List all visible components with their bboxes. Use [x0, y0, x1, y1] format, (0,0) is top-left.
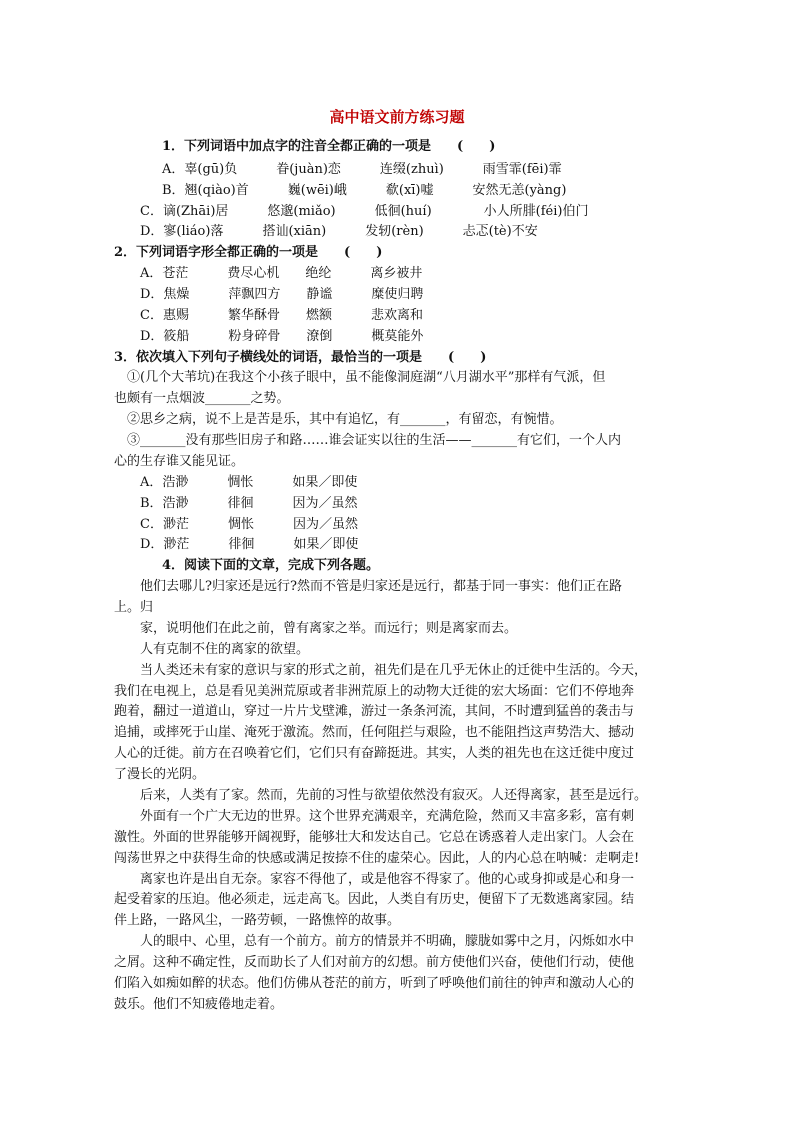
question-2-option-d: D．筱船 粉身碎骨 潦倒 概莫能外: [140, 329, 424, 344]
question-3-stem: 3．依次填入下列句子横线处的词语，最恰当的一项是 ( ): [114, 350, 487, 365]
question-3-option-a: A．浩渺 惆怅 如果／即使: [140, 475, 358, 490]
question-1-option-b: B．翘(qiào)首 巍(wēi)峨 欷(xī)嘘 安然无恙(yàng): [162, 183, 567, 198]
question-1-option-c: C．谪(Zhāi)居 悠邈(miǎo) 低徊(huí) 小人所腓(féi)伯门: [140, 204, 589, 219]
passage-line: 上。归: [114, 600, 154, 615]
question-1-option-a: A．辜(gū)负 眷(juàn)恋 连缀(zhuì) 雨雪霏(fēi)霏: [162, 162, 562, 177]
question-3-option-c: C．渺茫 惆怅 因为／虽然: [140, 517, 358, 532]
passage-line: 人的眼中、心里，总有一个前方。前方的情景并不明确，朦胧如雾中之月，闪烁如水中: [114, 934, 635, 949]
passage-line: 离家也许是出自无奈。家容不得他了，或是他容不得家了。他的心或身抑或是心和身一: [114, 872, 635, 887]
page-title: 高中语文前方练习题: [329, 108, 465, 126]
passage-line: 他们去哪儿?归家还是远行?然而不管是归家还是远行，都基于同一事实：他们正在路: [114, 579, 622, 594]
question-3-option-d: D．渺茫 徘徊 如果／即使: [140, 537, 359, 552]
question-2-option-a: A．苍茫 费尽心机 绝纶 离乡被井: [140, 266, 423, 281]
passage-line: 起受着家的压迫。他必须走，远走高飞。因此，人类自有历史，便留下了无数逃离家园。结: [114, 892, 635, 907]
question-2-option-c: C．惠赐 繁华酥骨 燃额 悲欢离和: [140, 308, 423, 323]
passage-line: 之屑。这种不确定性，反而助长了人们对前方的幻想。前方使他们兴奋，使他们行动，使他: [114, 955, 635, 970]
question-4-stem: 4．阅读下面的文章，完成下列各题。: [162, 558, 380, 573]
passage-line: 人心的迁徙。前方在召唤着它们，它们只有奋蹄挺进。其实，人类的祖先也在这迁徙中度过: [114, 746, 635, 761]
passage-line: 追捕，或摔死于山崖、淹死于激流。然而，任何阻拦与艰险，也不能阻挡这声势浩大、撼动: [114, 725, 635, 740]
question-3-sentence-3b: 心的生存谁又能见证。: [114, 454, 245, 469]
passage-line: 跑着，翻过一道道山，穿过一片片戈壁滩，游过一条条河流，其间，不时遭到猛兽的袭击与: [114, 704, 635, 719]
passage-line: 当人类还未有家的意识与家的形式之前，祖先们是在几乎无休止的迁徙中生活的。今天，: [114, 663, 648, 678]
question-1-option-d: D．寥(liáo)落 搭讪(xiān) 发轫(rèn) 忐忑(tè)不安: [140, 224, 538, 239]
question-2-option-b: D．焦燥 萍飘四方 静谧 糜使归聘: [140, 287, 424, 302]
passage-line: 家，说明他们在此之前，曾有离家之举。而远行；则是离家而去。: [114, 621, 518, 636]
passage-line: 人有克制不住的离家的欲望。: [114, 642, 310, 657]
passage-line: 闯荡世界之中获得生命的快感或满足按捺不住的虚荣心。因此，人的内心总在呐喊：走啊走!: [114, 851, 640, 866]
passage-line: 我们在电视上，总是看见美洲荒原或者非洲荒原上的动物大迁徙的宏大场面：它们不停地奔: [114, 684, 635, 699]
question-3-option-b: B．浩渺 徘徊 因为／虽然: [140, 496, 358, 511]
passage-line: 外面有一个广大无边的世界。这个世界充满艰辛，充满危险，然而又丰富多彩，富有刺: [114, 809, 635, 824]
passage-line: 了漫长的光阴。: [114, 767, 206, 782]
passage-line: 后来，人类有了家。然而，先前的习性与欲望依然没有寂灭。人还得离家，甚至是远行。: [114, 788, 648, 803]
passage-line: 伴上路，一路风尘，一路劳顿，一路憔悴的故事。: [114, 913, 401, 928]
question-3-sentence-3a: ③_______没有那些旧房子和路……谁会证实以往的生活——_______有它们，一个人内: [114, 433, 622, 448]
passage-line: 们陷入如痴如醉的状态。他们仿佛从苍茫的前方，听到了呼唤他们前往的钟声和激动人心的: [114, 976, 635, 991]
question-1-stem: 1．下列词语中加点字的注音全都正确的一项是 ( ): [162, 139, 496, 154]
question-2-stem: 2．下列词语字形全都正确的一项是 ( ): [114, 245, 383, 260]
question-3-sentence-2: ②思乡之病，说不上是苦是乐，其中有追忆，有_______，有留恋，有惋惜。: [114, 412, 563, 427]
question-3-sentence-1a: ①(几个大苇坑)在我这个小孩子眼中，虽不能像洞庭湖“八月湖水平”那样有气派，但: [114, 370, 606, 385]
passage-line: 激性。外面的世界能够开阔视野，能够壮大和发达自己。它总在诱惑着人走出家门。人会在: [114, 830, 635, 845]
question-3-sentence-1b: 也颇有一点烟波_______之势。: [114, 391, 290, 406]
passage-line: 鼓乐。他们不知疲倦地走着。: [114, 997, 284, 1012]
